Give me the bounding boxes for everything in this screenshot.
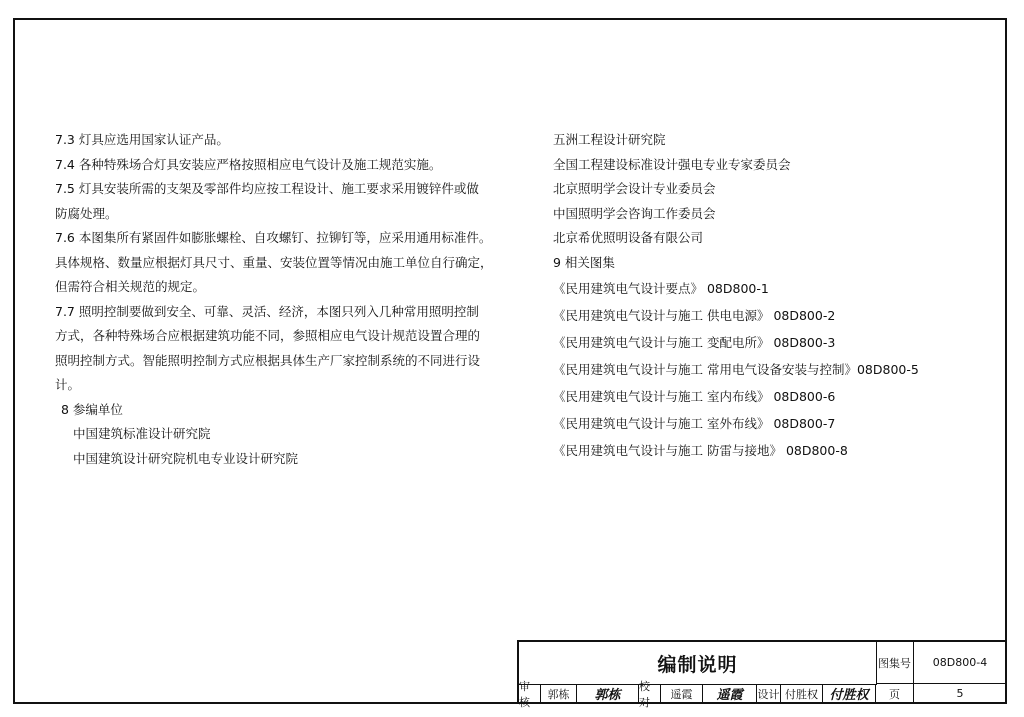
note-7-3: 7.3 灯具应选用国家认证产品。 xyxy=(55,132,229,147)
note-7-5-cont: 防腐处理。 xyxy=(55,205,118,221)
participant-unit: 全国工程建设标准设计强电专业专家委员会 xyxy=(553,156,791,172)
note-7-5: 7.5 灯具安装所需的支架及零部件均应按工程设计、施工要求采用镀锌件或做 xyxy=(55,181,479,196)
atlas-no-label: 图集号 xyxy=(876,642,914,684)
related-atlas-item: 《民用建筑电气设计与施工 防雷与接地》 08D800-8 xyxy=(553,443,848,458)
section-9-heading: 9 相关图集 xyxy=(553,254,615,270)
participant-unit: 五洲工程设计研究院 xyxy=(553,132,666,147)
note-7-7-cont-1: 方式，各种特殊场合应根据建筑功能不同，参照相应电气设计规范设置合理的 xyxy=(55,328,481,343)
note-7-7-cont-2: 照明控制方式。智能照明控制方式应根据具体生产厂家控制系统的不同进行设 xyxy=(55,352,481,368)
design-name: 付胜权 xyxy=(781,684,823,704)
related-atlas-item: 《民用建筑电气设计与施工 常用电气设备安装与控制》08D800-5 xyxy=(553,362,919,377)
related-atlas-item: 《民用建筑电气设计与施工 室外布线》 08D800-7 xyxy=(553,416,836,431)
review-name: 郭栋 xyxy=(541,684,577,704)
note-7-6-cont-2: 但需符合相关规范的规定。 xyxy=(55,279,206,294)
note-7-7-cont-3: 计。 xyxy=(55,377,81,392)
title-block xyxy=(517,640,1007,709)
note-7-6: 7.6 本图集所有紧固件如膨胀螺栓、自攻螺钉、拉铆钉等，应采用通用标准件。 xyxy=(55,230,492,245)
check-label: 校对 xyxy=(639,684,661,704)
atlas-no: 08D800-4 xyxy=(914,642,1007,684)
related-atlas-item: 《民用建筑电气设计与施工 变配电所》 08D800-3 xyxy=(553,335,836,350)
design-signature: 付胜权 xyxy=(823,684,876,704)
notes-right-column xyxy=(553,128,973,464)
note-7-4: 7.4 各种特殊场合灯具安装应严格按照相应电气设计及施工规范实施。 xyxy=(55,156,442,172)
review-label: 审核 xyxy=(519,684,541,704)
related-atlas-item: 《民用建筑电气设计与施工 室内布线》 08D800-6 xyxy=(553,389,836,404)
participant-unit: 中国建筑标准设计研究院 xyxy=(73,426,211,441)
page-number: 5 xyxy=(914,684,1007,704)
related-atlas-item: 《民用建筑电气设计要点》 08D800-1 xyxy=(553,281,769,296)
check-signature: 遥霞 xyxy=(703,684,757,704)
notes-left-column xyxy=(55,128,525,471)
related-atlas-item: 《民用建筑电气设计与施工 供电电源》 08D800-2 xyxy=(553,308,836,323)
section-8-heading: 8 参编单位 xyxy=(61,401,123,417)
participant-unit: 北京照明学会设计专业委员会 xyxy=(553,181,716,196)
note-7-7: 7.7 照明控制要做到安全、可靠、灵活、经济，本图只列入几种常用照明控制 xyxy=(55,303,479,319)
participant-unit: 中国照明学会咨询工作委员会 xyxy=(553,205,716,221)
review-signature: 郭栋 xyxy=(577,684,639,704)
design-label: 设计 xyxy=(757,684,781,704)
drawing-title: 编制说明 xyxy=(519,642,877,685)
page-label: 页 xyxy=(876,684,914,704)
note-7-6-cont-1: 具体规格、数量应根据灯具尺寸、重量、安装位置等情况由施工单位自行确定， xyxy=(55,254,493,270)
participant-unit: 北京希优照明设备有限公司 xyxy=(553,230,704,245)
check-name: 遥霞 xyxy=(661,684,703,704)
participant-unit: 中国建筑设计研究院机电专业设计研究院 xyxy=(73,450,299,466)
